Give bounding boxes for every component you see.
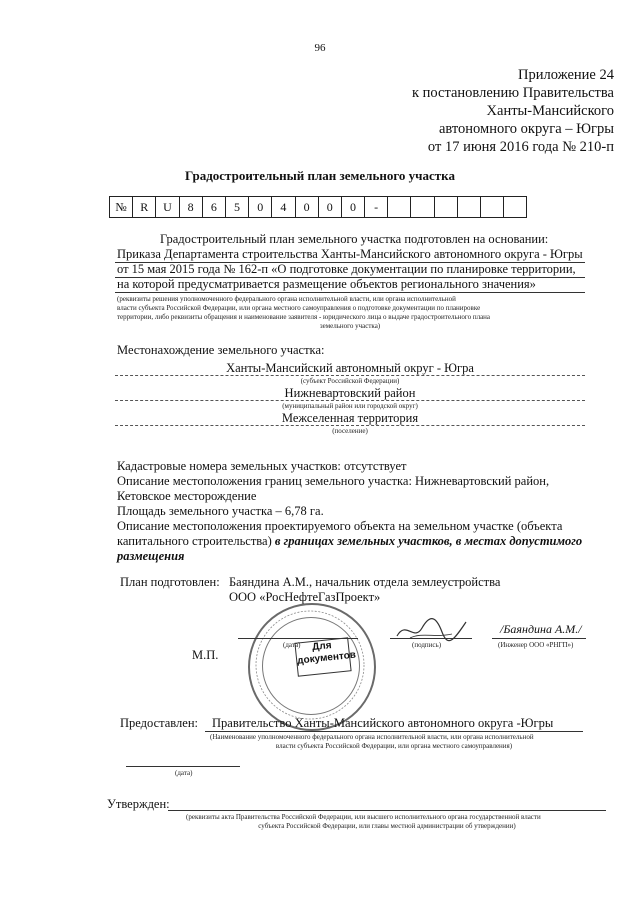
signature-note: (подпись) [412, 641, 442, 649]
signer-note: (Инженер ООО «РНГП») [498, 641, 574, 649]
cadastral-numbers: Кадастровые номера земельных участков: отсутствует [117, 459, 407, 473]
underline [205, 731, 583, 732]
appendix-block [314, 66, 614, 156]
provided-note: власти субъекта Российской Федерации, или органа местного самоуправления) [275, 742, 513, 750]
provided-note: (Наименование уполномоченного федерального органа исполнительной власти, или органа исполнительной [210, 733, 534, 741]
plan-number-cell: U [156, 197, 179, 218]
plan-number-cell [457, 197, 480, 218]
underline [168, 810, 606, 811]
stamp-label [294, 637, 357, 676]
approved-note: (реквизиты акта Правительства Российской Федерации, или высшего исполнительного органа государственной власти [186, 813, 541, 821]
signature-line [390, 638, 472, 639]
boundary-description: Кетовское месторождение [117, 489, 257, 503]
plan-number-cell: - [365, 197, 388, 218]
appendix-line: к постановлению Правительства [412, 85, 614, 101]
plan-number-cell [434, 197, 457, 218]
provided-value: Правительство Ханты-Мансийского автономного округа -Югры [212, 716, 554, 730]
date-line [126, 766, 240, 767]
object-description-bold: в границах земельных участков, в местах допустимого [274, 534, 583, 548]
date-line [238, 638, 358, 639]
plan-number-cell: 0 [341, 197, 364, 218]
document-title: Градостроительный план земельного участка [185, 168, 455, 183]
plan-number-cell: 0 [295, 197, 318, 218]
object-description: Описание местоположения проектируемого объекта на земельном участке (объекта [117, 519, 563, 533]
underline [115, 375, 585, 376]
basis-note: власти субъекта Российской Федерации, или органа местного самоуправления о подготовке документации по планировке [117, 304, 481, 312]
location-subject: Ханты-Мансийский автономный округ - Югра [226, 361, 474, 375]
plot-area: Площадь земельного участка – 6,78 га. [117, 504, 324, 518]
location-label: Местонахождение земельного участка: [117, 343, 325, 357]
plan-number-cell [388, 197, 411, 218]
basis-intro: Градостроительный план земельного участка подготовлен на основании: [160, 232, 549, 246]
location-subject-note: (субъект Российской Федерации) [300, 377, 400, 385]
prepared-company: ООО «РосНефтеГазПроект» [229, 590, 381, 604]
location-district: Нижневартовский район [284, 386, 416, 400]
location-settlement: Межселенная территория [281, 411, 419, 425]
signer-name: /Баяндина А.М./ [500, 622, 582, 636]
object-description-bold: размещения [117, 549, 185, 563]
plan-number-cell: 6 [202, 197, 225, 218]
plan-number-cell: 4 [272, 197, 295, 218]
prepared-person: Баяндина А.М., начальник отдела землеустройства [229, 575, 501, 589]
page-number: 96 [314, 42, 326, 54]
plan-number-cell: 5 [225, 197, 248, 218]
provided-label: Предоставлен: [120, 716, 198, 730]
appendix-line: от 17 июня 2016 года № 210-п [427, 139, 614, 155]
plan-number-cell: № [110, 197, 133, 218]
object-description-plain: капитального строительства) [117, 534, 275, 548]
basis-line: от 15 мая 2015 года № 162-п «О подготовке документации по планировке территории, [117, 262, 576, 276]
underline [115, 425, 585, 426]
signer-line [492, 638, 586, 639]
plan-number-table [109, 196, 527, 218]
appendix-line: Ханты-Мансийского [486, 103, 614, 119]
basis-line: Приказа Департамента строительства Ханты-Мансийского автономного округа - Югры [117, 247, 583, 261]
prepared-label: План подготовлен: [120, 575, 220, 589]
appendix-line: автономного округа – Югры [438, 121, 614, 137]
stamp-label-line: документов [296, 649, 357, 667]
provided-date-note: (дата) [175, 769, 193, 777]
plan-number-cell: R [133, 197, 156, 218]
approved-label: Утвержден: [107, 797, 170, 811]
location-settlement-note: (поселение) [332, 427, 368, 435]
object-description [117, 534, 582, 549]
plan-number-cell [481, 197, 504, 218]
plan-number-cell: 0 [318, 197, 341, 218]
plan-number-cell [504, 197, 527, 218]
basis-note: территории, либо реквизиты обращения и наименование заявителя - юридического лица о выдаче градостроительного плана [117, 313, 491, 321]
underline [115, 400, 585, 401]
plan-number-cell: 8 [179, 197, 202, 218]
stamp-label-line: Для [311, 640, 333, 654]
plan-number-cell [411, 197, 434, 218]
basis-note: (реквизиты решения уполномоченного федерального органа исполнительной власти, или органа исполнительной [117, 295, 456, 303]
basis-line: на которой предусматривается размещение объектов регионального значения» [117, 277, 536, 291]
approved-note: субъекта Российской Федерации, или главы местной администрации об утверждении) [258, 822, 516, 830]
appendix-line: Приложение 24 [518, 67, 614, 83]
basis-note: земельного участка) [319, 322, 381, 330]
seal-place-label: М.П. [192, 648, 219, 662]
plan-number-cell: 0 [249, 197, 272, 218]
location-district-note: (муниципальный район или городской округ) [282, 402, 418, 410]
date-note: (дата) [283, 641, 301, 649]
boundary-description: Описание местоположения границ земельного участка: Нижневартовский район, [117, 474, 550, 488]
underline [115, 292, 585, 293]
